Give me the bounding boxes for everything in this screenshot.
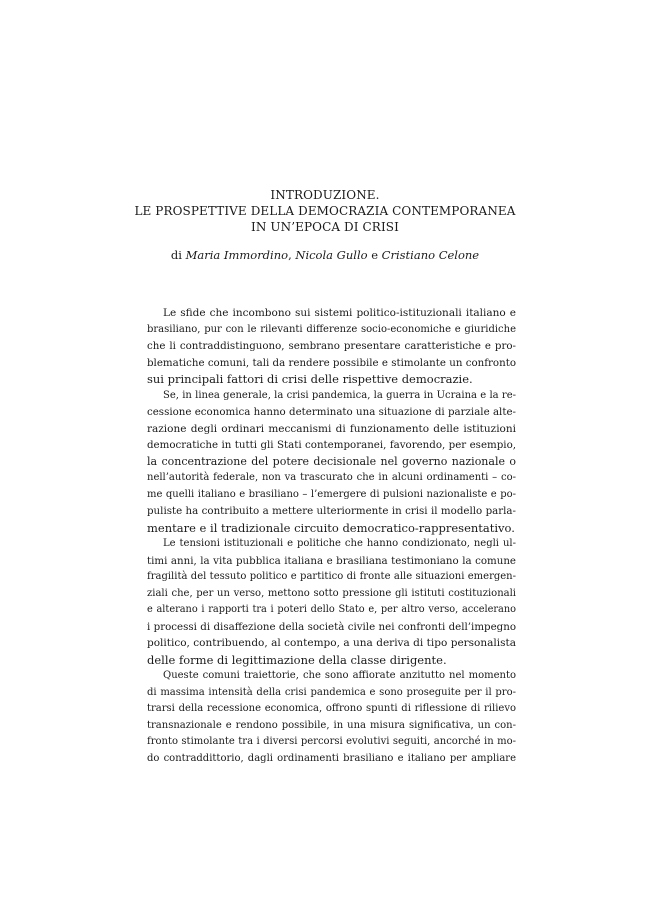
text-line: che li contraddistinguono, sembrano presentare caratteristiche e pro-: [147, 340, 516, 352]
author-line: [0, 247, 650, 263]
text-line: transnazionale e rendono possibile, in una misura significativa, un con-: [147, 719, 516, 731]
text-line: Le sfide che incombono sui sistemi politico-istituzionali italiano e: [163, 307, 516, 319]
text-line: trarsi della recessione economica, offrono spunti di riflessione di rilievo: [147, 703, 516, 714]
text-line: timi anni, la vita pubblica italiana e brasiliana testimoniano la comune: [147, 554, 516, 567]
chapter-heading: [0, 187, 650, 235]
author-separator: e: [367, 248, 382, 262]
author-name: Cristiano Celone: [381, 248, 480, 262]
text-line: puliste ha contribuito a mettere ulteriormente in crisi il modello parla-: [147, 505, 516, 517]
text-line: Se, in linea generale, la crisi pandemica, la guerra in Ucraina e la re-: [163, 389, 516, 401]
text-line: do contraddittorio, dagli ordinamenti brasiliano e italiano per ampliare: [147, 752, 516, 764]
text-line: razione degli ordinari meccanismi di funzionamento delle istituzioni: [147, 422, 516, 435]
text-line: di massima intensità della crisi pandemica e sono proseguite per il pro-: [147, 686, 516, 698]
author-prefix: di: [170, 248, 186, 262]
text-line: sui principali fattori di crisi delle rispettive democrazie.: [147, 372, 473, 386]
text-line: nell’autorità federale, non va trascurato che in alcuni ordinamenti – co-: [147, 472, 516, 483]
text-line: i processi di disaffezione della società civile nei confronti dell’impegno: [147, 620, 516, 633]
body-text: [147, 305, 516, 767]
author-name: Maria Immordino: [185, 248, 289, 262]
text-line: democratiche in tutti gli Stati contemporanei, favorendo, per esempio,: [147, 439, 516, 451]
text-line: mentare e il tradizionale circuito democratico-rappresentativo.: [147, 520, 515, 535]
text-line: la concentrazione del potere decisionale nel governo nazionale o: [147, 454, 516, 468]
text-line: ziali che, per un verso, mettono sotto pressione gli istituti costituzionali: [147, 587, 516, 599]
text-line: fragilità del tessuto politico e partitico di fronte alle situazioni emergen-: [147, 571, 516, 582]
text-line: blematiche comuni, tali da rendere possibile e stimolante un confronto: [147, 356, 516, 369]
author-separator: ,: [288, 248, 296, 262]
text-line: delle forme di legittimazione della classe dirigente.: [147, 652, 447, 667]
text-line: Queste comuni traiettorie, che sono affiorate anzitutto nel momento: [163, 670, 516, 681]
heading-line-2: LE PROSPETTIVE DELLA DEMOCRAZIA CONTEMPORANEA: [134, 204, 516, 218]
text-line: e alterano i rapporti tra i poteri dello Stato e, per altro verso, accelerano: [147, 604, 516, 615]
text-line: fronto stimolante tra i diversi percorsi evolutivi seguiti, ancorché in mo-: [147, 736, 516, 747]
text-line: Le tensioni istituzionali e politiche che hanno condizionato, negli ul-: [163, 538, 516, 549]
heading-line-1: INTRODUZIONE.: [270, 188, 380, 202]
text-line: brasiliano, pur con le rilevanti differenze socio-economiche e giuridiche: [147, 323, 516, 335]
heading-line-3: IN UN’EPOCA DI CRISI: [251, 220, 399, 234]
text-line: politico, contribuendo, al contempo, a una deriva di tipo personalista: [147, 637, 516, 649]
text-line: me quelli italiano e brasiliano – l’emergere di pulsioni nazionaliste e po-: [147, 488, 516, 500]
text-line: cessione economica hanno determinato una situazione di parziale alte-: [147, 406, 516, 418]
author-name: Nicola Gullo: [295, 248, 368, 262]
